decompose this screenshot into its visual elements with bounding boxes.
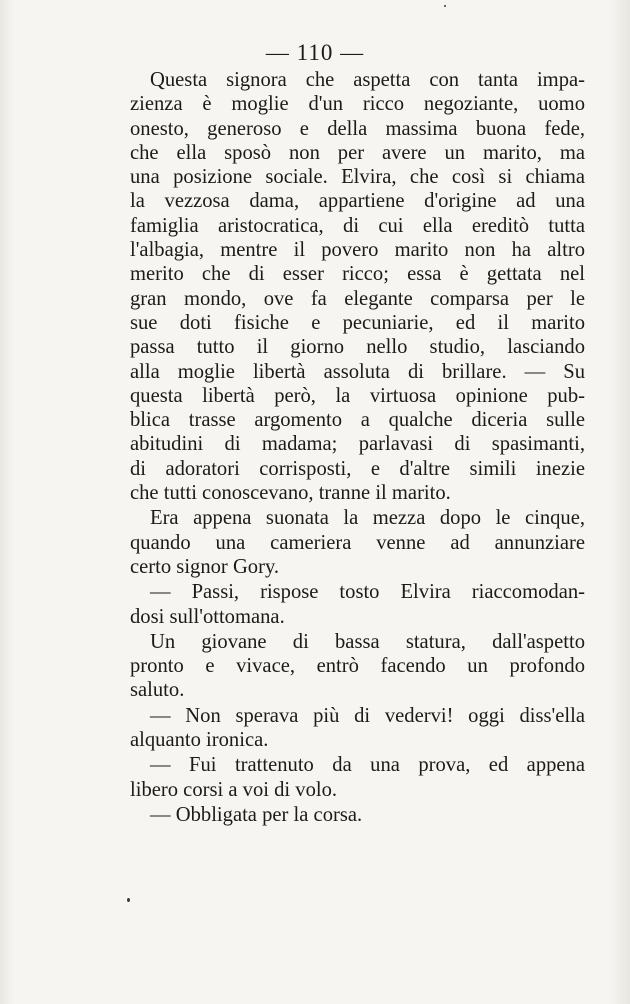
text-line: quando una cameriera venne ad annunziare <box>130 531 585 554</box>
text-line: dosi sull'ottomana. <box>130 605 285 628</box>
text-line: alla moglie libertà assoluta di brillare. — Su <box>130 360 585 383</box>
text-line: famiglia aristocratica, di cui ella ereditò tutta <box>130 214 585 237</box>
text-line: l'albagia, mentre il povero marito non ha altro <box>130 239 585 262</box>
text-line: abitudini di madama; parlavasi di spasimanti, <box>130 433 585 456</box>
paragraph <box>130 704 585 753</box>
text-line: una posizione sociale. Elvira, che così si chiama <box>130 166 585 189</box>
text-line: sue doti fisiche e pecuniarie, ed il marito <box>130 311 585 334</box>
text-line: — Fui trattenuto da una prova, ed appena <box>150 754 585 777</box>
text-line: zienza è moglie d'un ricco negoziante, uomo <box>130 93 585 116</box>
text-line: che tutti conoscevano, tranne il marito. <box>130 482 451 505</box>
paragraph <box>130 803 585 827</box>
print-speck <box>444 5 446 7</box>
paragraph <box>130 580 585 629</box>
text-line: saluto. <box>130 679 185 702</box>
text-line: gran mondo, ove fa elegante comparsa per le <box>130 287 585 310</box>
print-speck <box>127 898 130 902</box>
text-line: alquanto ironica. <box>130 729 269 752</box>
text-line: Un giovane di bassa statura, dall'aspetto <box>150 630 585 653</box>
text-line: di adoratori corrisposti, e d'altre simili inezie <box>130 457 585 480</box>
text-line: Questa signora che aspetta con tanta impa- <box>150 69 585 91</box>
text-line: — Obbligata per la corsa. <box>150 803 363 826</box>
body-text <box>130 68 585 827</box>
text-line: la vezzosa dama, appartiene d'origine ad una <box>130 190 585 213</box>
paragraph <box>130 68 585 505</box>
text-line: passa tutto il giorno nello studio, lasciando <box>130 336 585 359</box>
text-line: che ella sposò non per avere un marito, ma <box>130 141 585 164</box>
text-line: onesto, generoso e della massima buona fede, <box>130 117 585 140</box>
text-line: libero corsi a voi di volo. <box>130 778 338 801</box>
paragraph <box>130 753 585 802</box>
paragraph <box>130 506 585 579</box>
text-line: pronto e vivace, entrò facendo un profondo <box>130 655 585 678</box>
text-line: merito che di esser ricco; essa è gettata nel <box>130 263 585 286</box>
text-line: — Passi, rispose tosto Elvira riaccomodan- <box>150 581 585 604</box>
text-line: blica trasse argomento a qualche diceria sulle <box>130 409 585 432</box>
text-line: Era appena suonata la mezza dopo le cinque, <box>150 507 585 530</box>
page-number: — 110 — <box>265 40 365 65</box>
paragraph <box>130 630 585 703</box>
text-line: questa libertà però, la virtuosa opinione pub- <box>130 384 585 407</box>
text-line: — Non sperava più di vedervi! oggi diss'ella <box>150 704 585 727</box>
text-line: certo signor Gory. <box>130 555 280 578</box>
